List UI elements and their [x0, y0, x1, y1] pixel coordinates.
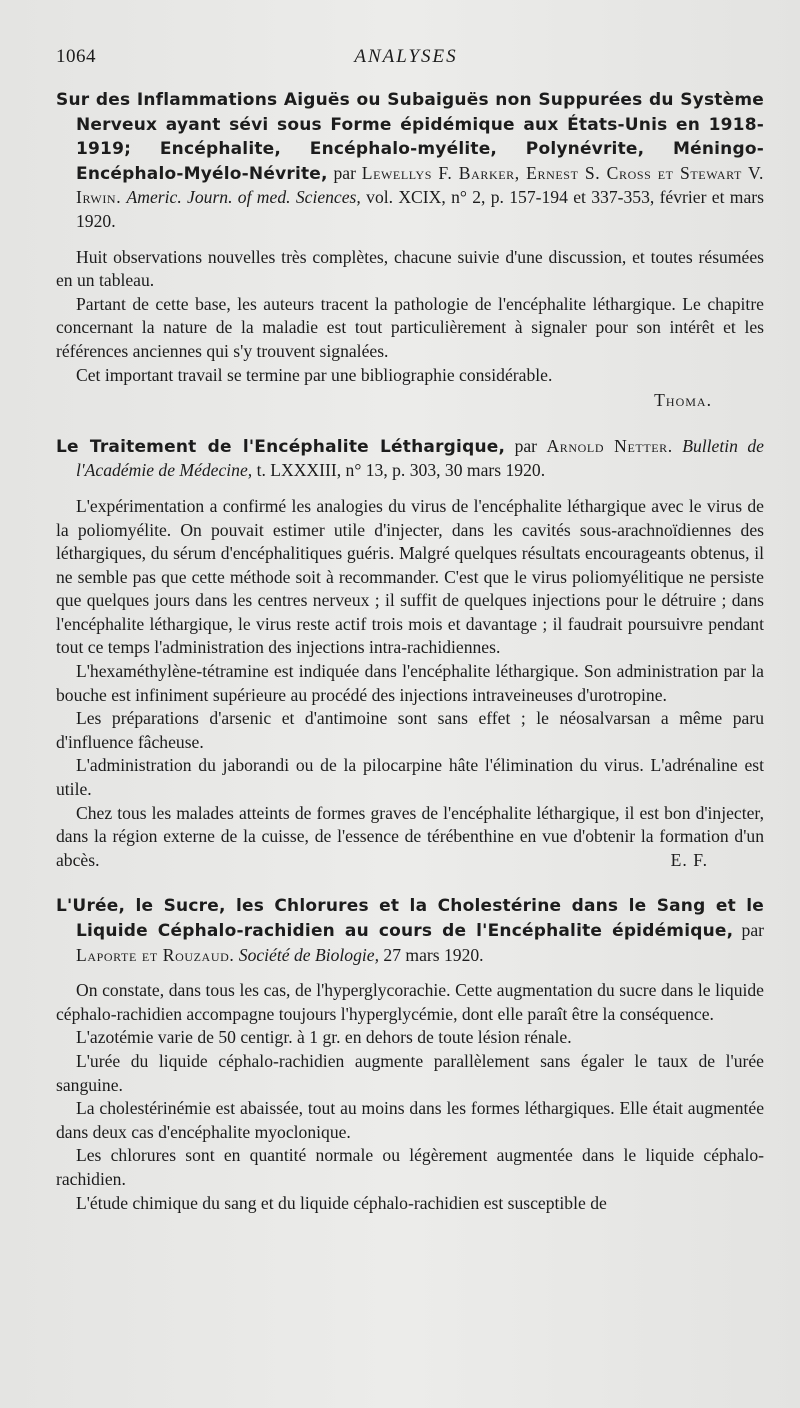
- paragraph: L'azotémie varie de 50 centigr. à 1 gr. en dehors de toute lésion rénale.: [76, 1027, 572, 1048]
- paragraph: L'expérimentation a confirmé les analogies du virus de l'encéphalite léthargique avec le virus de la poliomyélite. On pouvait estimer utile d'injecter, dans les cavités sous-arachnoïdiennes des léthargiques, du sérum d'encéphalitiques guéris. Malgré quelques résultats encourageants obtenus, il ne semble pas que cette méthode soit à recommander. C'est que le virus poliomyélitique ne persiste que quelques jours dans les centres nerveux ; il suffit de quelques injections pour le détruire ; dans l'encéphalite léthargique, le virus reste actif trois mois et davantage ; il faudrait poursuivre pendant tout ce temps l'administration des injections intra-rachidiennes.: [56, 495, 764, 658]
- paragraph: Les chlorures sont en quantité normale ou légèrement augmentée dans le liquide céphalo-rachidien.: [56, 1145, 764, 1189]
- paragraph: [56, 802, 764, 873]
- paragraph: L'urée du liquide céphalo-rachidien augmente parallèlement sans égaler le taux de l'urée sanguine.: [56, 1050, 764, 1095]
- article-authors: Lewellys F. Barker, Ernest S. Cross et Stewart V. Irwin.: [76, 162, 764, 208]
- page-header: [56, 46, 756, 74]
- reviewer-signature: Thoma.: [654, 390, 712, 411]
- page-content: [56, 88, 764, 1237]
- paragraph: La cholestérinémie est abaissée, tout au moins dans les formes léthargiques. Elle était augmentée dans deux cas d'encéphalite myoclonique.: [56, 1098, 764, 1142]
- article-title: Le Traitement de l'Encéphalite Léthargique,: [56, 436, 506, 457]
- article-heading: [56, 894, 764, 967]
- reviewer-signature: E. F.: [670, 849, 708, 870]
- article-reference: t. LXXXIII, n° 13, p. 303, 30 mars 1920.: [256, 460, 546, 481]
- article-journal: Americ. Journ. of med. Sciences,: [126, 187, 361, 208]
- article-reference: 27 mars 1920.: [383, 944, 484, 965]
- paragraph: L'étude chimique du sang et du liquide céphalo-rachidien est susceptible de: [76, 1192, 607, 1213]
- article-title: Sur des Inflammations Aiguës ou Subaiguës non Suppurées du Système Nerveux ayant sévi sous Forme épidémique aux États-Unis en 1918-1919; Encéphalite, Encéphalo-myélite, Polynévrite, Méningo-Encéphalo-Myélo-Névrite,: [56, 90, 764, 184]
- paragraph: On constate, dans tous les cas, de l'hyperglycorachie. Cette augmentation du sucre dans le liquide céphalo-rachidien accompagne toujours l'hyperglycémie, dont elle paraît être la conséquence.: [56, 980, 764, 1024]
- article-reference: vol. XCIX, n° 2, p. 157-194 et 337-353, février et mars 1920.: [76, 187, 764, 231]
- article-journal: Société de Biologie,: [238, 944, 379, 965]
- article-3: [56, 894, 764, 1215]
- paragraph: L'hexaméthylène-tétramine est indiquée dans l'encéphalite léthargique. Son administration par la bouche est infiniment supérieure au procédé des injections intraveineuses d'urotropine.: [56, 661, 764, 705]
- article-authors: Arnold Netter.: [546, 435, 673, 456]
- paragraph: Partant de cette base, les auteurs tracent la pathologie de l'encéphalite léthargique. Le chapitre concernant la nature de la maladie est tout particulièrement à signaler pour son intérêt et les références anciennes qui s'y trouvent signalées.: [56, 293, 764, 361]
- by-word: par: [741, 920, 764, 940]
- by-word: par: [333, 162, 356, 183]
- article-1: [56, 88, 764, 413]
- page-number: 1064: [56, 46, 96, 67]
- article-journal: Bulletin de l'Académie de Médecine,: [76, 435, 764, 481]
- paragraph: L'administration du jaborandi ou de la pilocarpine hâte l'élimination du virus. L'adrénaline est utile.: [56, 755, 764, 800]
- article-heading: [56, 88, 764, 234]
- paragraph: Les préparations d'arsenic et d'antimoine sont sans effet ; le néosalvarsan a même paru d'influence fâcheuse.: [56, 708, 764, 752]
- article-authors: Laporte et Rouzaud.: [76, 944, 235, 965]
- paragraph: Cet important travail se termine par une bibliographie considérable.: [76, 364, 553, 385]
- article-title: L'Urée, le Sucre, les Chlorures et la Cholestérine dans le Sang et le Liquide Céphalo-rachidien au cours de l'Encéphalite épidémique,: [56, 896, 764, 941]
- by-word: par: [514, 435, 538, 456]
- paragraph-text: Chez tous les malades atteints de formes graves de l'encéphalite léthargique, il est bon d'injecter, dans la région externe de la cuisse, de l'essence de térébenthine en vue d'obtenir la formation d'un abcès.: [56, 802, 764, 870]
- article-heading: [56, 435, 764, 483]
- paragraph: Huit observations nouvelles très complètes, chacune suivie d'une discussion, et toutes résumées en un tableau.: [56, 246, 764, 291]
- article-2: [56, 435, 764, 873]
- running-title: ANALYSES: [354, 46, 458, 67]
